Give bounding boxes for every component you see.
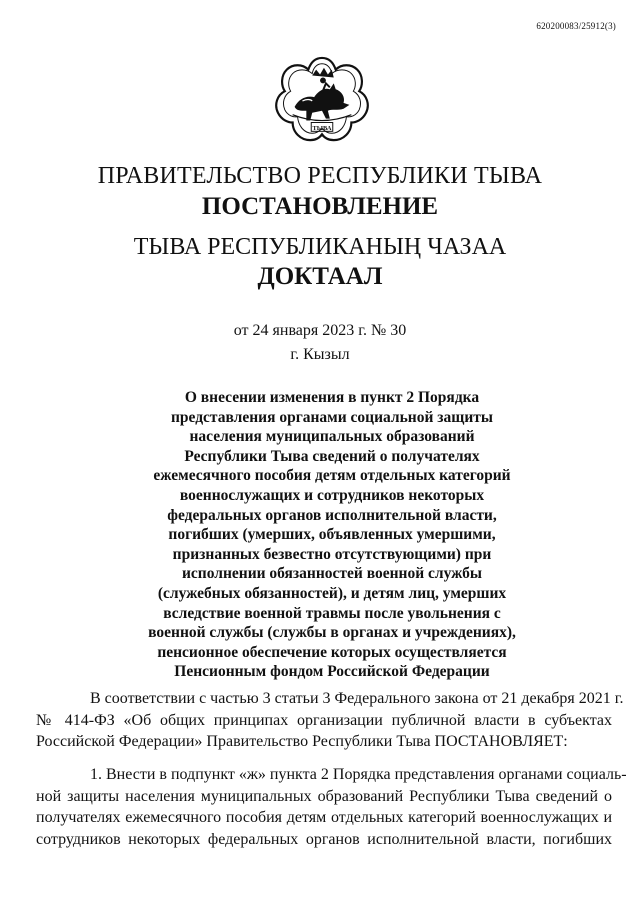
paragraph-line: получателях ежемесячного пособия детям отдельных категорий военнослужащих и xyxy=(36,809,612,827)
paragraph-line: № 414-ФЗ «Об общих принципах организации публичной власти в субъектах xyxy=(36,711,612,729)
subject-line: Пенсионным фондом Российской Федерации xyxy=(174,663,490,681)
document-registration-number: 620200083/25912(3) xyxy=(536,21,616,31)
decree-title-tuvan: ДОКТААЛ xyxy=(257,263,383,290)
paragraph-line: Российской Федерации» Правительство Республики Тыва ПОСТАНОВЛЯЕТ: xyxy=(36,733,568,751)
paragraph-line: сотрудников некоторых федеральных органов исполнительной власти, погибших xyxy=(36,830,612,848)
subject-line: исполнении обязанностей военной службы xyxy=(181,565,483,583)
subject-line: признанных безвестно отсутствующими) при xyxy=(172,545,492,563)
tuva-coat-of-arms-emblem xyxy=(273,54,371,146)
subject-line: вследствие военной травмы после увольнения с xyxy=(163,604,501,622)
paragraph-line: В соответствии с частью 3 статьи 3 Федерального закона от 21 декабря 2021 г. xyxy=(90,690,624,707)
subject-line: представления органами социальной защиты xyxy=(170,408,494,426)
decree-city: г. Кызыл xyxy=(290,346,350,363)
government-title-tuvan: ТЫВА РЕСПУБЛИКАНЫҢ ЧАЗАА xyxy=(133,234,507,260)
decree-title: ПОСТАНОВЛЕНИЕ xyxy=(201,193,439,220)
subject-line: военной службы (службы в органах и учреждениях), xyxy=(148,624,516,642)
subject-line: федеральных органов исполнительной власти, xyxy=(167,506,497,524)
subject-line: Республики Тыва сведений о получателях xyxy=(184,447,480,465)
subject-line: населения муниципальных образований xyxy=(189,428,475,446)
preamble-paragraph xyxy=(36,688,624,753)
subject-line: военнослужащих и сотрудников некоторых xyxy=(179,486,485,504)
subject-line: ежемесячного пособия детям отдельных категорий xyxy=(153,467,511,485)
svg-text:ТЫВА: ТЫВА xyxy=(312,124,332,132)
subject-line: О внесении изменения в пункт 2 Порядка xyxy=(184,389,480,406)
clause-1-paragraph xyxy=(36,764,627,850)
subject-line: погибших (умерших, объявленных умершими, xyxy=(168,526,496,544)
subject-line: (служебных обязанностей), и детям лиц, умерших xyxy=(157,584,507,602)
government-title: ПРАВИТЕЛЬСТВО РЕСПУБЛИКИ ТЫВА xyxy=(97,163,543,189)
decree-subject-heading xyxy=(140,388,524,682)
decree-date-number: от 24 января 2023 г. № 30 xyxy=(233,322,407,339)
paragraph-line: 1. Внести в подпункт «ж» пункта 2 Порядка представления органами социаль- xyxy=(90,766,627,783)
paragraph-line: ной защиты населения муниципальных образований Республики Тыва сведений о xyxy=(36,787,612,805)
subject-line: пенсионное обеспечение которых осуществляется xyxy=(157,643,507,661)
